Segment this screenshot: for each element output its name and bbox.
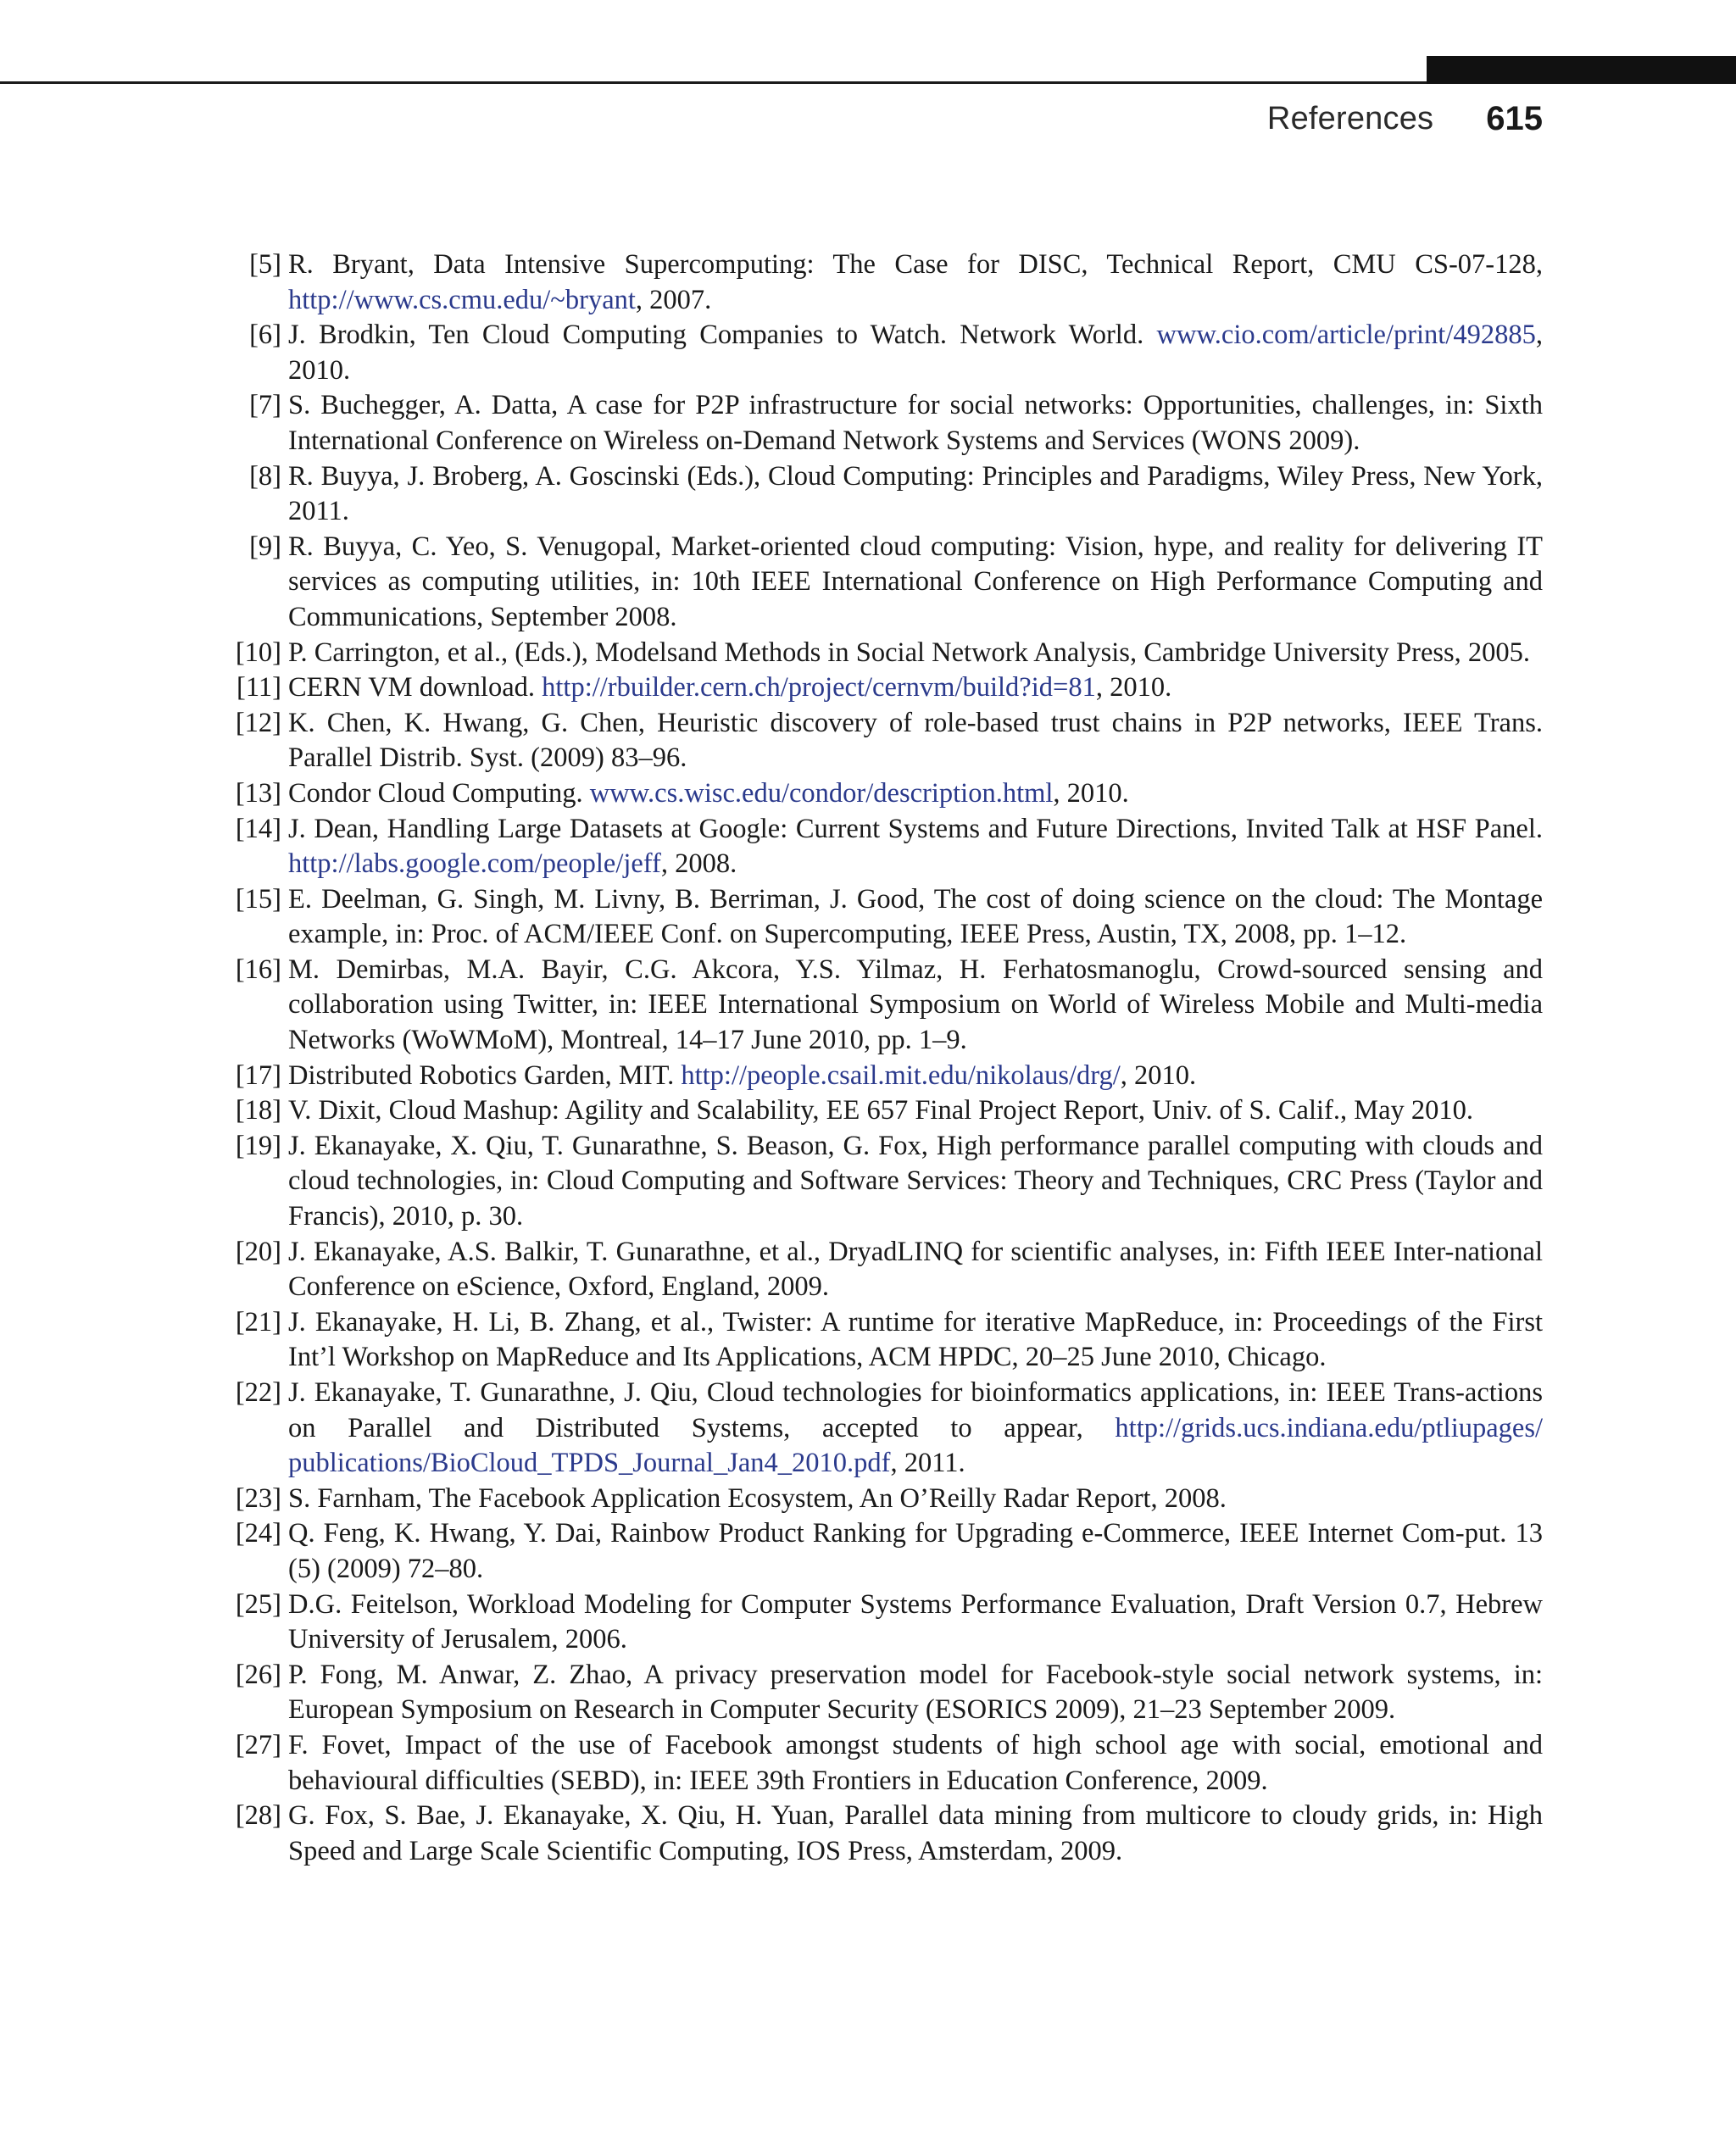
header-tab-block [1427, 56, 1736, 84]
reference-text: R. Buyya, C. Yeo, S. Venugopal, Market-oriented cloud computing: Vision, hype, and reality for delivering IT services as computing utilities, in: 10th IEEE International Conference on High Performance Computing and Communications, September 2008. [288, 531, 1543, 632]
reference-text: Condor Cloud Computing. [288, 777, 590, 809]
reference-text: D.G. Feitelson, Workload Modeling for Computer Systems Performance Evaluation, Draft Version 0.7, Hebrew University of Jerusalem, 2006. [288, 1588, 1543, 1655]
reference-text: R. Buyya, J. Broberg, A. Goscinski (Eds.), Cloud Computing: Principles and Paradigms, Wiley Press, New York, 2011. [288, 460, 1543, 527]
reference-text: J. Ekanayake, X. Qiu, T. Gunarathne, S. Beason, G. Fox, High performance parallel computing with clouds and cloud technologies, in: Cloud Computing and Software Services: Theory and Techniques, CRC Press (Taylor and Francis), 2010, p. 30. [288, 1130, 1543, 1232]
reference-number: [10] [235, 637, 281, 668]
reference-number: [16] [235, 954, 281, 985]
reference-item [224, 882, 1543, 953]
reference-item [224, 1093, 1543, 1129]
reference-number: [23] [235, 1482, 281, 1514]
reference-number: [8] [249, 460, 281, 492]
reference-number: [17] [235, 1059, 281, 1091]
reference-item [224, 530, 1543, 636]
reference-text: J. Ekanayake, A.S. Balkir, T. Gunarathne, et al., DryadLINQ for scientific analyses, in: Fifth IEEE Inter-​national Conference on eScience, Oxford, England, 2009. [288, 1236, 1543, 1303]
running-head [1267, 93, 1543, 144]
reference-number: [28] [235, 1800, 281, 1832]
reference-text: K. Chen, K. Hwang, G. Chen, Heuristic discovery of role-based trust chains in P2P networks, IEEE Trans. Parallel Distrib. Syst. (2009) 83–96. [288, 707, 1543, 774]
reference-item [224, 1516, 1543, 1587]
reference-suffix: , 2010. [288, 320, 1543, 386]
reference-number: [27] [235, 1729, 281, 1760]
reference-number: [12] [235, 707, 281, 738]
reference-item [224, 247, 1543, 318]
reference-text: S. Buchegger, A. Datta, A case for P2P infrastructure for social networks: Opportunities, challenges, in: Sixth International Conference on Wireless on-Demand Network Systems and Services (WONS 2009). [288, 390, 1543, 456]
reference-item [224, 1235, 1543, 1305]
reference-text: J. Brodkin, Ten Cloud Computing Companies to Watch. Network World. [288, 320, 1157, 351]
reference-number: [24] [235, 1518, 281, 1549]
reference-item [224, 1658, 1543, 1728]
reference-text: P. Carrington, et al., (Eds.), Modelsand Methods in Social Network Analysis, Cambridge University Press, 2005. [288, 637, 1531, 668]
reference-text: J. Ekanayake, H. Li, B. Zhang, et al., Twister: A runtime for iterative MapReduce, in: Proceedings of the First Int’l Workshop on MapReduce and Its Applications, ACM HPDC, 20–25 June 2010, Chicago. [288, 1306, 1543, 1373]
reference-item [224, 1799, 1543, 1869]
reference-text: S. Farnham, The Facebook Application Ecosystem, An O’Reilly Radar Report, 2008. [288, 1482, 1227, 1514]
reference-item [224, 1305, 1543, 1376]
reference-text: J. Dean, Handling Large Datasets at Google: Current Systems and Future Directions, Invited Talk at HSF Panel. [288, 813, 1543, 844]
reference-number: [14] [235, 813, 281, 844]
section-name: References [1266, 100, 1434, 136]
reference-suffix: , 2010. [1095, 672, 1172, 703]
reference-item [224, 670, 1543, 706]
reference-suffix: , 2010. [1053, 777, 1129, 809]
reference-text: Q. Feng, K. Hwang, Y. Dai, Rainbow Product Ranking for Upgrading e-Commerce, IEEE Internet Com-​put. 13 (5) (2009) 72–80. [288, 1518, 1543, 1584]
reference-number: [7] [249, 390, 281, 421]
reference-text: J. Ekanayake, T. Gunarathne, J. Qiu, Cloud technologies for bioinformatics applications, in: IEEE Trans-​actions on Parallel and Distributed Systems, accepted to appear, [288, 1377, 1543, 1443]
reference-suffix: , 2007. [635, 284, 712, 315]
reference-number: [21] [235, 1306, 281, 1337]
reference-text: E. Deelman, G. Singh, M. Livny, B. Berriman, J. Good, The cost of doing science on the cloud: The Montage example, in: Proc. of ACM/IEEE Conf. on Supercomputing, IEEE Press, Austin, TX, 2008, pp. 1–12. [288, 883, 1543, 950]
reference-item [224, 953, 1543, 1059]
reference-suffix: , 2011. [890, 1448, 965, 1479]
reference-item [224, 1482, 1543, 1517]
reference-text: M. Demirbas, M.A. Bayir, C.G. Akcora, Y.S. Yilmaz, H. Ferhatosmanoglu, Crowd-sourced sensing and collaboration using Twitter, in: IEEE International Symposium on World of Wireless Mobile and Multi-​media Networks (WoWMoM), Montreal, 14–17 June 2010, pp. 1–9. [288, 954, 1543, 1056]
reference-list [224, 247, 1543, 1869]
reference-item [224, 1728, 1543, 1799]
reference-number: [13] [235, 777, 281, 809]
reference-text: P. Fong, M. Anwar, Z. Zhao, A privacy preservation model for Facebook-style social network systems, in: European Symposium on Research in Computer Security (ESORICS 2009), 21–23 September 2009. [288, 1659, 1543, 1726]
reference-number: [22] [235, 1377, 281, 1408]
page-number: 615 [1486, 99, 1543, 137]
reference-link[interactable]: www.cs.wisc.edu/condor/description.html [589, 777, 1054, 809]
reference-text: Distributed Robotics Garden, MIT. [288, 1059, 682, 1091]
reference-number: [18] [235, 1095, 281, 1126]
reference-number: [26] [235, 1659, 281, 1690]
reference-item [224, 1129, 1543, 1235]
reference-text: G. Fox, S. Bae, J. Ekanayake, X. Qiu, H. Yuan, Parallel data mining from multicore to cloudy grids, in: High Speed and Large Scale Scientific Computing, IOS Press, Amsterdam, 2009. [288, 1800, 1543, 1866]
reference-link[interactable]: http://labs.google.com/people/jeff [288, 848, 661, 880]
reference-number: [15] [235, 883, 281, 915]
reference-link[interactable]: http://www.cs.cmu.edu/~bryant [288, 284, 636, 315]
reference-number: [6] [249, 320, 281, 351]
reference-number: [19] [235, 1130, 281, 1161]
reference-item [224, 388, 1543, 459]
reference-text: CERN VM download. [288, 672, 542, 703]
reference-item [224, 1376, 1543, 1482]
reference-number: [25] [235, 1588, 281, 1620]
reference-suffix: , 2008. [660, 848, 737, 880]
reference-item [224, 1059, 1543, 1094]
reference-item [224, 318, 1543, 388]
reference-link[interactable]: http://people.csail.mit.edu/nikolaus/drg/ [681, 1059, 1121, 1091]
reference-item [224, 706, 1543, 776]
reference-link[interactable]: http://grids.ucs.indiana.edu/ptliupages/​publications/BioCloud_TPDS_Journal_Jan4_2010.pdf [288, 1412, 1543, 1479]
reference-suffix: , 2010. [1120, 1059, 1197, 1091]
reference-item [224, 1588, 1543, 1658]
reference-number: [11] [236, 672, 281, 703]
reference-link[interactable]: www.cio.com/article/print/​492885 [1156, 320, 1536, 351]
reference-item [224, 776, 1543, 812]
reference-item [224, 459, 1543, 530]
reference-link[interactable]: http://rbuilder.cern.ch/project/cernvm/build?id=81 [542, 672, 1096, 703]
reference-text: F. Fovet, Impact of the use of Facebook amongst students of high school age with social, emotional and behavioural difficulties (SEBD), in: IEEE 39th Frontiers in Education Conference, 2009. [288, 1729, 1543, 1796]
reference-item [224, 812, 1543, 882]
reference-text: V. Dixit, Cloud Mashup: Agility and Scalability, EE 657 Final Project Report, Univ. of S. Calif., May 2010. [288, 1095, 1474, 1126]
reference-number: [20] [235, 1236, 281, 1267]
reference-number: [5] [249, 249, 281, 280]
reference-item [224, 636, 1543, 671]
reference-text: R. Bryant, Data Intensive Supercomputing: The Case for DISC, Technical Report, CMU CS-07-128, [288, 249, 1543, 280]
reference-number: [9] [249, 531, 281, 562]
